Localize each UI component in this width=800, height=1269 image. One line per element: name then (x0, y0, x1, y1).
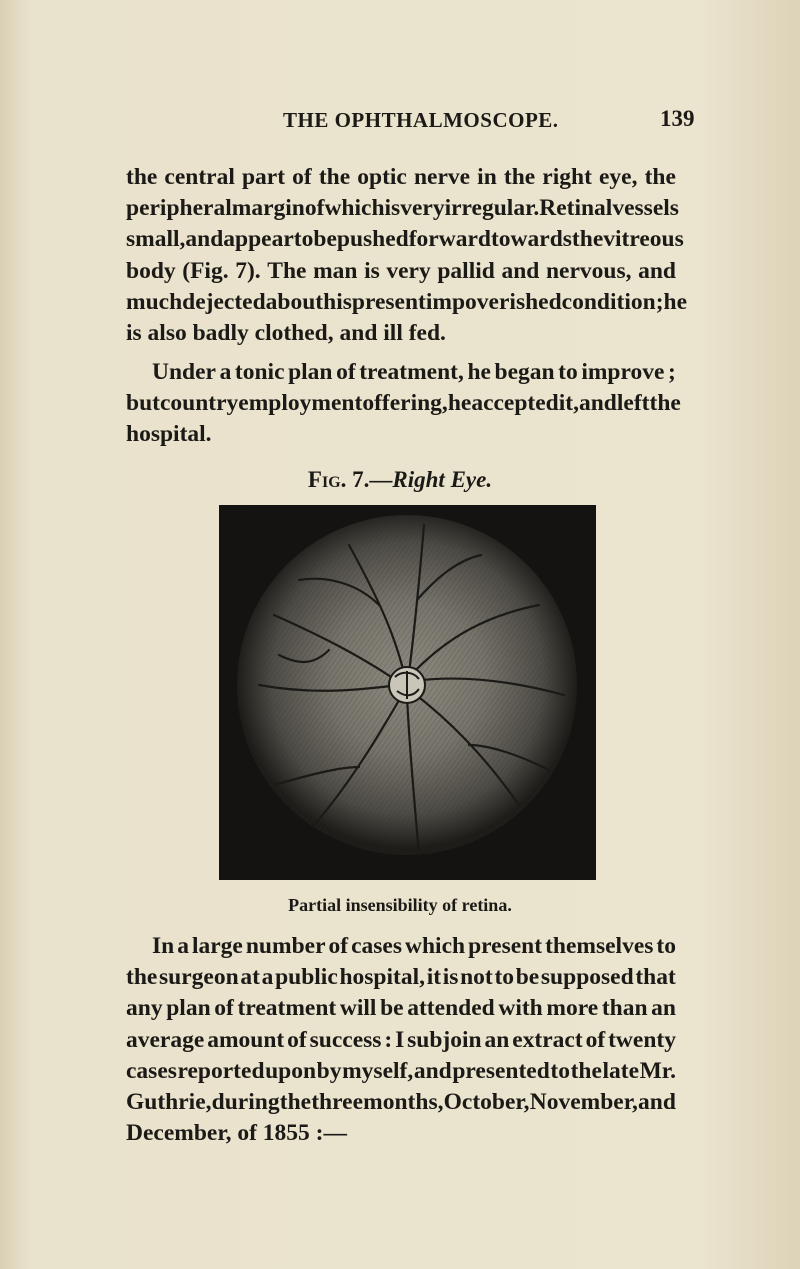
page-number: 139 (660, 106, 695, 131)
fundus-illustration (219, 505, 596, 880)
text-line: In a large number of cases which present themselves to (152, 933, 676, 959)
paragraph-3 (126, 931, 676, 1149)
figure-title-text: Right Eye. (392, 467, 493, 492)
running-title: THE OPHTHALMOSCOPE. (283, 108, 559, 132)
text-line: Under a tonic plan of treatment, he began to improve ; (152, 359, 676, 385)
text-line: average amount of success : I subjoin an extract of twenty (126, 1026, 676, 1053)
text-line: but country employment offering, he accepted it, and left the (126, 390, 681, 417)
figure-title (0, 467, 800, 493)
text-line: December, of 1855 :— (126, 1120, 348, 1147)
plate-caption: Partial insensibility of retina. (288, 895, 512, 915)
text-line: small, and appear to be pushed forward towards the vitreous (126, 226, 684, 253)
text-line: peripheral margin of which is very irregular. Retinal vessels (126, 195, 679, 222)
running-head (0, 108, 800, 138)
paragraph-1 (126, 162, 688, 349)
optic-nerve (389, 667, 425, 703)
text-line: the central part of the optic nerve in the right eye, the (126, 164, 676, 190)
paragraph-2 (126, 357, 681, 451)
text-line: body (Fig. 7). The man is very pallid and nervous, and (126, 257, 676, 284)
text-line: any plan of treatment will be attended with more than an (126, 995, 676, 1022)
text-line: hospital. (126, 421, 212, 448)
text-line: Guthrie, during the three months, October, November, and (126, 1089, 676, 1116)
retina-engraving (219, 505, 596, 880)
text-line: cases reported upon by myself, and presented to the late Mr. (126, 1057, 676, 1084)
text-line: the surgeon at a public hospital, it is not to be supposed that (126, 964, 676, 991)
text-line: much dejected about his present impoverished condition ; he (126, 288, 688, 315)
figure-label: Fig. 7.— (307, 467, 393, 492)
text-line: is also badly clothed, and ill fed. (126, 320, 446, 347)
